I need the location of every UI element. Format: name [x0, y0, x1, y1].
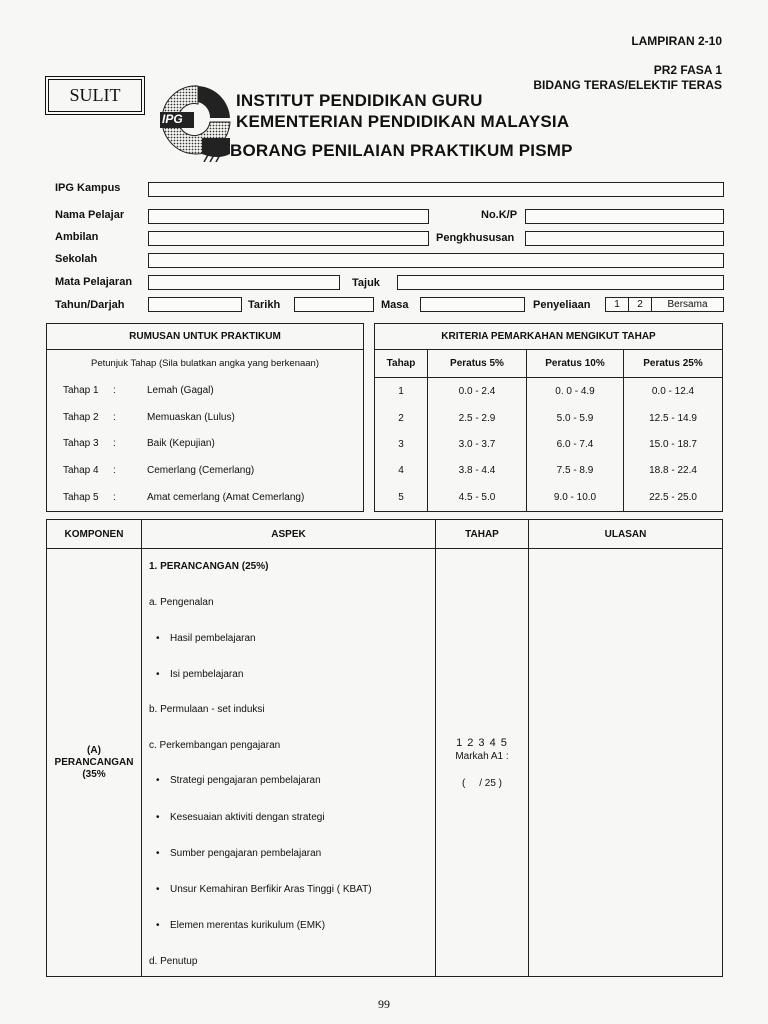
kriteria-cell: 6.0 - 7.4 [527, 431, 624, 457]
aspek-c-item: • Elemen merentas kurikulum (EMK) [170, 920, 325, 931]
penyeliaan-label: Penyeliaan [533, 299, 591, 311]
kriteria-title: KRITERIA PEMARKAHAN MENGIKUT TAHAP [375, 324, 723, 350]
aspek-heading: 1. PERANCANGAN (25%) [149, 561, 269, 572]
kriteria-cell: 5.0 - 5.9 [527, 405, 624, 431]
kriteria-row [375, 458, 723, 484]
nama-pelajar-label: Nama Pelajar [55, 209, 125, 221]
tahap-sep: : [113, 464, 116, 476]
tahap-desc: Amat cemerlang (Amat Cemerlang) [147, 491, 305, 503]
tahap-sep: : [113, 385, 116, 397]
pengkhususan-field[interactable] [525, 231, 724, 246]
tajuk-field[interactable] [397, 275, 724, 290]
sulit-stamp: SULIT [48, 79, 142, 112]
aspek-c-item: • Kesesuaian aktiviti dengan strategi [170, 812, 325, 823]
aspek-c-item: • Unsur Kemahiran Berfikir Aras Tinggi ( KBAT) [170, 884, 372, 895]
pengkhususan-label: Pengkhususan [436, 232, 515, 244]
kriteria-cell: 0.0 - 2.4 [428, 378, 527, 406]
aspek-c: c. Perkembangan pengajaran [149, 740, 281, 751]
tahap-desc: Baik (Kepujian) [147, 438, 215, 450]
aspek-b: b. Permulaan - set induksi [149, 704, 265, 715]
komponen-pct: (35% [82, 769, 106, 780]
kriteria-cell: 4 [375, 458, 428, 484]
aspek-c-item: • Sumber pengajaran pembelajaran [170, 848, 321, 859]
ipg-kampus-label: IPG Kampus [55, 182, 121, 194]
kriteria-header: Peratus 25% [624, 350, 723, 378]
ipg-kampus-field[interactable] [148, 182, 724, 197]
aspek-header: ASPEK [142, 520, 436, 549]
kriteria-row [375, 378, 723, 406]
tahap-label: Tahap 4 [63, 464, 99, 476]
kriteria-cell: 3 [375, 431, 428, 457]
kriteria-header: Peratus 10% [527, 350, 624, 378]
aspek-d: d. Penutup [149, 956, 198, 967]
tahap-desc: Lemah (Gagal) [147, 385, 214, 397]
komponen-name: PERANCANGAN [54, 757, 134, 768]
ulasan-cell[interactable] [529, 549, 723, 977]
tahap-scale[interactable]: 1 2 3 4 5 [456, 737, 508, 749]
nama-pelajar-field[interactable] [148, 209, 429, 224]
rumusan-row [47, 404, 364, 431]
rumusan-row [47, 431, 364, 458]
rumusan-row [47, 378, 364, 405]
no-kp-label: No.K/P [481, 209, 518, 221]
komponen-table [46, 519, 723, 977]
institute-line1: INSTITUT PENDIDIKAN GURU [236, 91, 483, 110]
kriteria-cell: 3.8 - 4.4 [428, 458, 527, 484]
markah-score[interactable]: ( / 25 ) [461, 778, 502, 789]
rumusan-petunjuk: Petunjuk Tahap (Sila bulatkan angka yang berkenaan) [91, 358, 319, 370]
fasa-label: PR2 FASA 1 [653, 63, 722, 77]
ambilan-field[interactable] [148, 231, 429, 246]
mata-pelajaran-field[interactable] [148, 275, 340, 290]
tahap-label: Tahap 2 [63, 411, 99, 423]
kriteria-cell: 0. 0 - 4.9 [527, 378, 624, 406]
markah-label: Markah A1 : [455, 751, 509, 762]
no-kp-field[interactable] [525, 209, 724, 224]
tahun-darjah-field[interactable] [148, 297, 242, 312]
penyeliaan-options [605, 297, 724, 312]
rumusan-row [47, 457, 364, 484]
kriteria-cell: 22.5 - 25.0 [649, 491, 697, 503]
tahap-sep: : [113, 491, 116, 503]
rumusan-table [46, 323, 364, 512]
tahap-cell[interactable] [436, 549, 529, 977]
kriteria-table [374, 323, 723, 512]
page-number: 99 [378, 997, 390, 1011]
tahap-header: TAHAP [436, 520, 529, 549]
kriteria-cell: 9.0 - 10.0 [527, 484, 624, 512]
kriteria-cell: 7.5 - 8.9 [527, 458, 624, 484]
rumusan-title: RUMUSAN UNTUK PRAKTIKUM [47, 324, 364, 350]
penyeliaan-option-1[interactable]: 1 [606, 298, 629, 311]
tahap-desc: Cemerlang (Cemerlang) [147, 464, 255, 476]
kriteria-cell: 12.5 - 14.9 [649, 412, 697, 424]
kriteria-header: Tahap [375, 350, 428, 378]
tahap-label: Tahap 3 [63, 438, 99, 450]
aspek-a-item: • Isi pembelajaran [170, 669, 243, 680]
sekolah-field[interactable] [148, 253, 724, 268]
aspek-a: a. Pengenalan [149, 597, 214, 608]
form-title: BORANG PENILAIAN PRAKTIKUM PISMP [230, 141, 573, 160]
kriteria-cell: 5 [375, 484, 428, 512]
ambilan-label: Ambilan [55, 231, 99, 243]
ipg-logo [158, 82, 232, 162]
kriteria-cell: 2 [375, 405, 428, 431]
kriteria-cell: 4.5 - 5.0 [428, 484, 527, 512]
lampiran-label: LAMPIRAN 2-10 [631, 34, 722, 48]
kriteria-cell: 2.5 - 2.9 [428, 405, 527, 431]
tahun-darjah-label: Tahun/Darjah [55, 299, 125, 311]
komponen-cell [47, 549, 142, 977]
kriteria-cell: 15.0 - 18.7 [649, 438, 697, 450]
tahap-desc: Memuaskan (Lulus) [147, 411, 235, 423]
penyeliaan-option-bersama[interactable]: Bersama [667, 299, 708, 310]
tahap-sep: : [113, 438, 116, 450]
tarikh-field[interactable] [294, 297, 374, 312]
aspek-c-item: • Strategi pengajaran pembelajaran [170, 775, 321, 786]
tahap-sep: : [113, 411, 116, 423]
sekolah-label: Sekolah [55, 253, 98, 265]
rumusan-row [47, 484, 364, 512]
tajuk-label: Tajuk [352, 277, 380, 289]
kriteria-cell: 18.8 - 22.4 [649, 465, 697, 477]
masa-label: Masa [381, 299, 409, 311]
bidang-label: BIDANG TERAS/ELEKTIF TERAS [533, 78, 722, 92]
aspek-cell [142, 549, 436, 977]
kriteria-row [375, 431, 723, 457]
kriteria-row [375, 405, 723, 431]
logo-text: IPG [162, 112, 183, 126]
kriteria-header: Peratus 5% [428, 350, 527, 378]
kriteria-cell: 0.0 - 12.4 [651, 386, 695, 397]
kriteria-row [375, 484, 723, 512]
aspek-a-item: • Hasil pembelajaran [170, 633, 256, 644]
penyeliaan-option-2[interactable]: 2 [629, 298, 652, 311]
kriteria-cell: 1 [375, 378, 428, 406]
kriteria-cell: 3.0 - 3.7 [428, 431, 527, 457]
komponen-code: (A) [87, 745, 101, 756]
institute-line2: KEMENTERIAN PENDIDIKAN MALAYSIA [236, 112, 570, 131]
komponen-header: KOMPONEN [47, 520, 142, 549]
masa-field[interactable] [420, 297, 525, 312]
ulasan-header: ULASAN [529, 520, 723, 549]
tahap-label: Tahap 5 [63, 491, 99, 503]
tahap-label: Tahap 1 [63, 385, 99, 397]
mata-pelajaran-label: Mata Pelajaran [55, 276, 133, 288]
tarikh-label: Tarikh [248, 299, 281, 311]
